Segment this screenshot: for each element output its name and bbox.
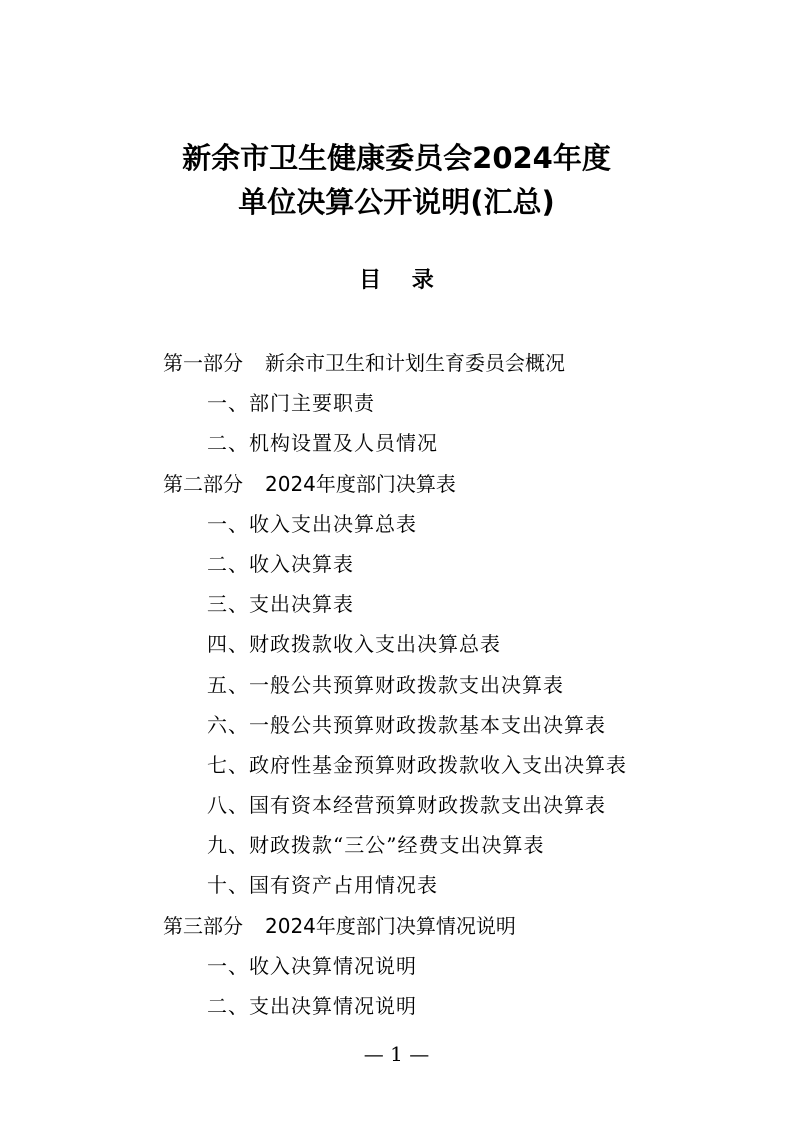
toc-entry: 一、部门主要职责 — [207, 391, 375, 416]
toc-entry: 二、机构设置及人员情况 — [207, 431, 438, 456]
table-of-contents — [0, 347, 793, 1030]
toc-entry: 八、国有资本经营预算财政拨款支出决算表 — [207, 793, 606, 818]
toc-entry: 十、国有资产占用情况表 — [207, 873, 438, 898]
toc-part-number: 第三部分 — [163, 913, 243, 938]
toc-entry: 七、政府性基金预算财政拨款收入支出决算表 — [207, 752, 627, 777]
toc-entry: 三、支出决算表 — [207, 592, 354, 617]
toc-part-number: 第一部分 — [163, 351, 243, 375]
toc-part-heading — [0, 347, 793, 387]
toc-part-number: 第二部分 — [163, 471, 243, 496]
toc-part-title: 新余市卫生和计划生育委员会概况 — [265, 351, 565, 375]
toc-entry: 二、收入决算表 — [207, 551, 354, 576]
toc-entry: 一、收入支出决算总表 — [207, 511, 417, 536]
page-number: — 1 — — [363, 1042, 430, 1066]
toc-part-title: 2024年度部门决算表 — [265, 471, 456, 496]
toc-entry: 九、财政拨款“三公”经费支出决算表 — [207, 833, 545, 858]
document-title-line-2: 单位决算公开说明(汇总) — [238, 185, 555, 219]
toc-entry: 二、支出决算情况说明 — [207, 994, 417, 1018]
toc-part-heading — [0, 468, 793, 508]
toc-part-heading — [0, 910, 793, 950]
toc-entry: 四、财政拨款收入支出决算总表 — [207, 632, 501, 657]
toc-part-title: 2024年度部门决算情况说明 — [265, 913, 516, 938]
toc-entry: 六、一般公共预算财政拨款基本支出决算表 — [207, 712, 606, 737]
document-title-line-1: 新余市卫生健康委员会2024年度 — [182, 141, 611, 175]
toc-entry: 五、一般公共预算财政拨款支出决算表 — [207, 672, 564, 697]
toc-entry: 一、收入决算情况说明 — [207, 953, 417, 978]
toc-heading: 目 录 — [359, 268, 434, 293]
